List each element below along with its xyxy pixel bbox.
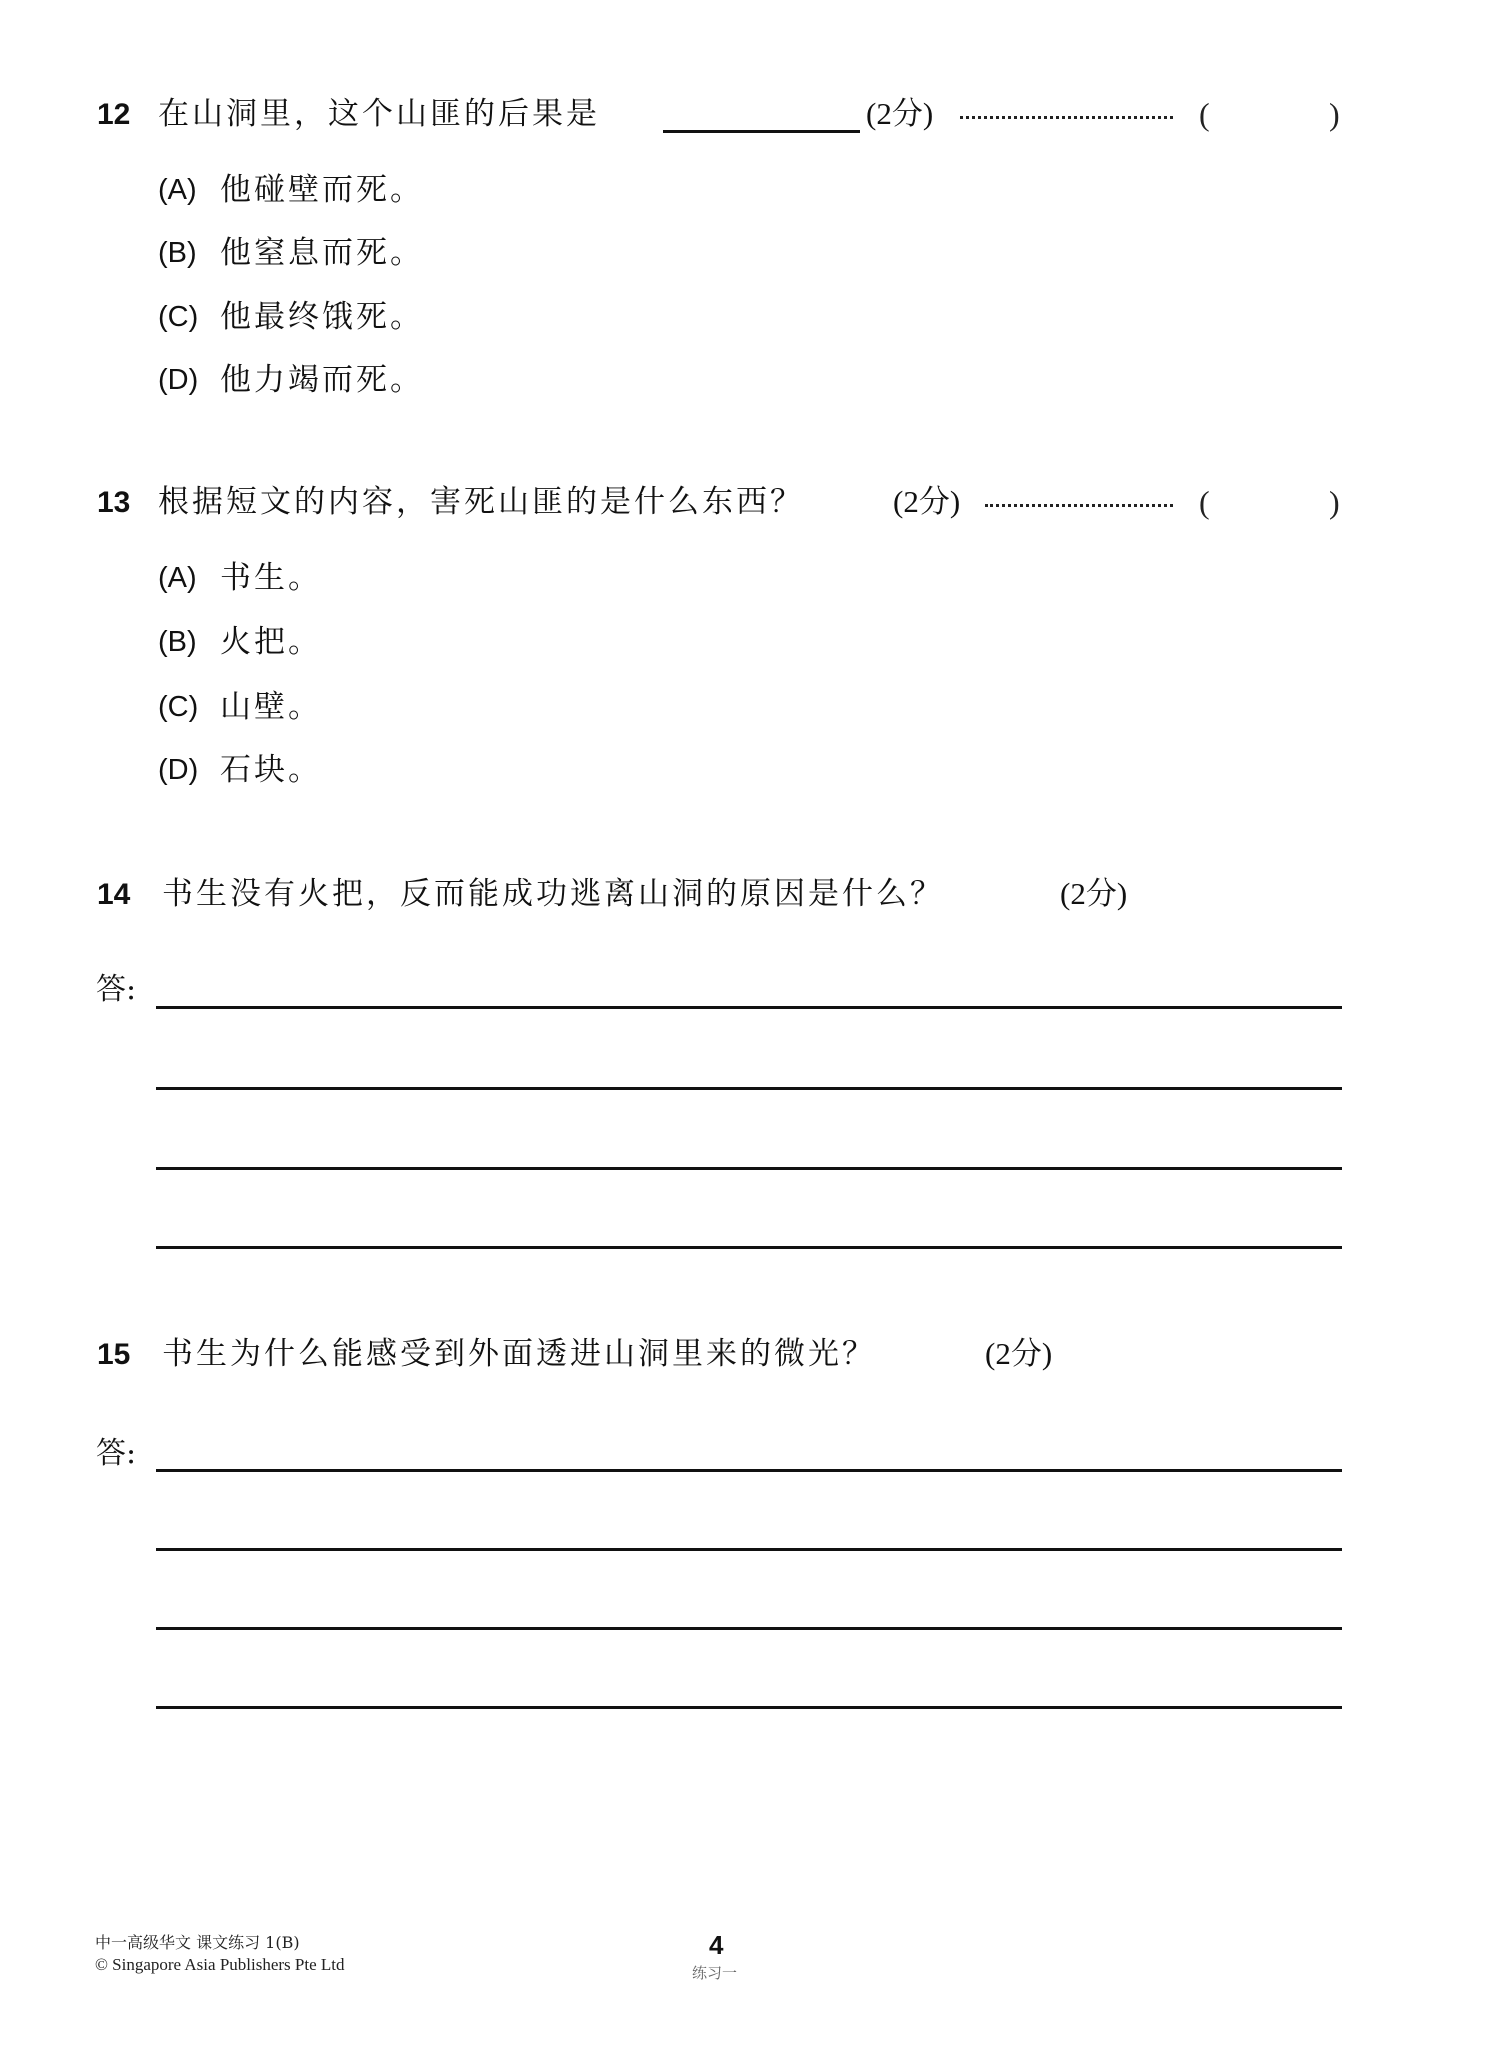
option-text: 他碰壁而死。 (220, 172, 424, 208)
question-text: 书生为什么能感受到外面透进山洞里来的微光？ (162, 1336, 876, 1372)
answer-bracket-open: ( (1199, 96, 1210, 132)
dotted-leader (985, 504, 1173, 507)
answer-line-1[interactable] (156, 1006, 1342, 1009)
option-label: (C) (158, 691, 199, 723)
answer-bracket-open: ( (1199, 484, 1210, 520)
answer-bracket-close: ) (1329, 484, 1340, 520)
option-label: (A) (158, 562, 197, 594)
answer-line-3[interactable] (156, 1627, 1342, 1630)
answer-line-2[interactable] (156, 1087, 1342, 1090)
book-title: 中一高级华文 课文练习 1(B) (95, 1933, 300, 1952)
option-text: 他最终饿死。 (220, 299, 424, 335)
option-label: (B) (158, 237, 197, 269)
question-text: 书生没有火把，反而能成功逃离山洞的原因是什么？ (162, 876, 944, 912)
answer-label: 答: (96, 972, 137, 1007)
question-number: 15 (97, 1338, 131, 1371)
question-number: 12 (97, 98, 131, 131)
option-text: 山壁。 (220, 689, 322, 725)
answer-line-4[interactable] (156, 1706, 1342, 1709)
answer-line-3[interactable] (156, 1167, 1342, 1170)
option-text: 他力竭而死。 (220, 362, 424, 398)
marks-label: (2分) (866, 96, 934, 131)
answer-box[interactable] (1215, 484, 1325, 522)
option-label: (C) (158, 301, 199, 333)
marks-label: (2分) (985, 1336, 1053, 1371)
option-label: (B) (158, 626, 197, 658)
option-label: (A) (158, 174, 197, 206)
option-text: 他窒息而死。 (220, 235, 424, 271)
question-number: 13 (97, 486, 131, 519)
option-text: 书生。 (220, 560, 322, 596)
fill-in-blank[interactable] (663, 130, 860, 133)
question-text: 在山洞里，这个山匪的后果是 (158, 96, 600, 132)
question-number: 14 (97, 878, 131, 911)
answer-line-1[interactable] (156, 1469, 1342, 1472)
marks-label: (2分) (893, 484, 961, 519)
page-number: 4 (709, 1930, 724, 1960)
copyright-notice: © Singapore Asia Publishers Pte Ltd (95, 1955, 345, 1974)
marks-label: (2分) (1060, 876, 1128, 911)
question-text: 根据短文的内容，害死山匪的是什么东西？ (158, 484, 804, 520)
option-label: (D) (158, 754, 199, 786)
option-text: 石块。 (220, 752, 322, 788)
option-label: (D) (158, 364, 199, 396)
option-text: 火把。 (220, 624, 322, 660)
section-label: 练习一 (692, 1964, 738, 1982)
answer-label: 答: (96, 1436, 137, 1471)
answer-box[interactable] (1215, 96, 1325, 134)
answer-line-4[interactable] (156, 1246, 1342, 1249)
answer-line-2[interactable] (156, 1548, 1342, 1551)
answer-bracket-close: ) (1329, 96, 1340, 132)
dotted-leader (960, 116, 1173, 119)
